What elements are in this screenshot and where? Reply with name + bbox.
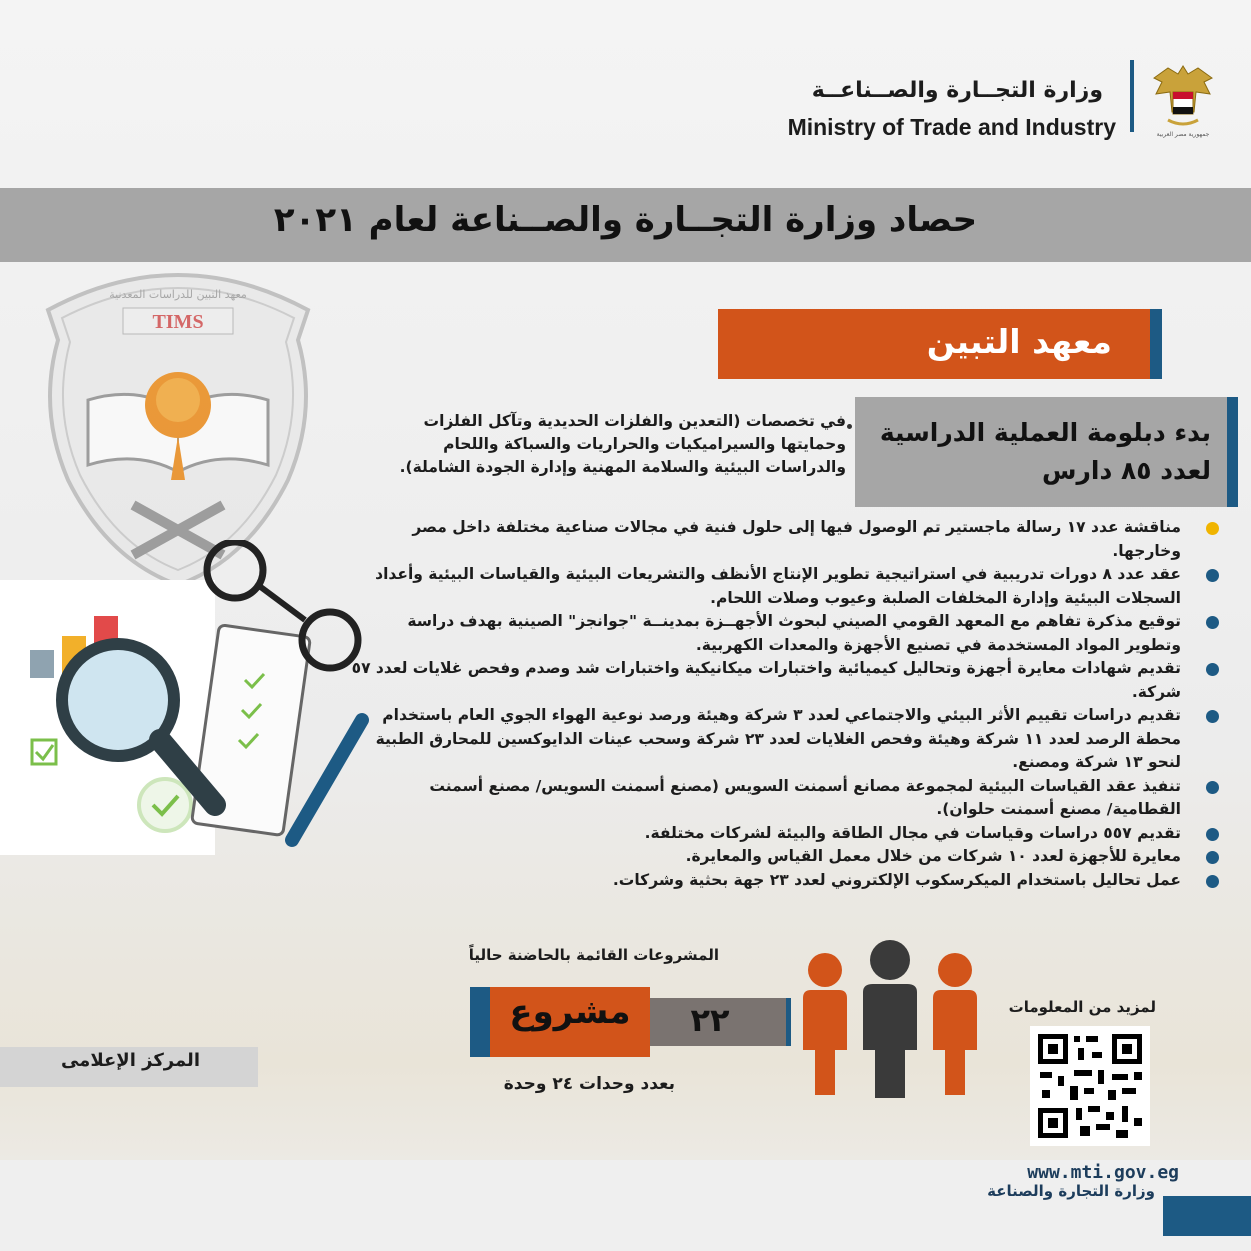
- logo-tims-text: TIMS: [152, 311, 204, 333]
- footer-ministry-name: وزارة التجارة والصناعة: [987, 1182, 1155, 1200]
- more-info-label: لمزيد من المعلومات: [1008, 998, 1156, 1016]
- subtitle-accent: [1227, 397, 1238, 507]
- list-item-text: تقديم دراسات تقييم الأثر البيئي والاجتماعي لعدد ٣ شركة وهيئة ورصد نوعية الهواء الجوي العام باستخدام محطة الرصد لعدد ١١ شركة وهيئة وفحص الغلايات لعدد ٢٣ شركة وسحب عينات الدايوكسين للمحارق الطبية لنحو ١٣ شركة ومصنع.: [375, 706, 1181, 771]
- bullet-icon: [1206, 710, 1219, 723]
- subtitle-line-1: بدء دبلومة العملية الدراسية: [879, 418, 1211, 447]
- bullet-icon: [1206, 875, 1219, 888]
- logo-arabic-text: معهد التبين للدراسات المعدنية: [109, 288, 247, 301]
- list-item: [351, 822, 1181, 846]
- list-item: [351, 563, 1181, 610]
- list-item-text: عمل تحاليل باستخدام الميكرسكوب الإلكتروني لعدد ٢٣ جهة بحثية وشركات.: [612, 870, 1181, 889]
- tims-logo: [28, 250, 328, 590]
- list-item-text: تقديم شهادات معايرة أجهزة وتحاليل كيميائية واختبارات ميكانيكية واختبارات شد وصدم وفحص غلايات لعدد ٥٧ شركة.: [351, 659, 1181, 701]
- achievements-list: [351, 516, 1181, 892]
- bullet-icon: [847, 424, 852, 429]
- qr-code[interactable]: [1030, 1026, 1150, 1146]
- list-item: [351, 704, 1181, 775]
- egypt-eagle-emblem: [1148, 62, 1218, 142]
- list-item: [351, 657, 1181, 704]
- subtitle-box: [855, 397, 1227, 507]
- people-group-icon: [795, 940, 985, 1100]
- ministry-name-arabic: وزارة التجــارة والصــناعــة: [811, 78, 1103, 103]
- section-title: معهد التبين: [926, 322, 1112, 361]
- specializations-text: في تخصصات (التعدين والفلزات الحديدية وتآكل الفلزات وحمايتها والسيراميكيات والحراريات والسباكة واللحام والدراسات البيئية والسلامة المهنية وإدارة الجودة الشاملة).: [399, 412, 846, 476]
- section-title-accent: [1150, 309, 1162, 379]
- list-item-text: مناقشة عدد ١٧ رسالة ماجستير تم الوصول فيها إلى حلول فنية في مجالات صناعية مختلفة داخل مصر وخارجها.: [412, 518, 1181, 560]
- emblem-caption: جمهورية مصر العربية: [1156, 131, 1210, 138]
- bullet-icon: [1206, 616, 1219, 629]
- list-item-text: معايرة للأجهزة لعدد ١٠ شركات من خلال معمل القياس والمعايرة.: [685, 847, 1181, 865]
- list-item-text: تنفيذ عقد القياسات البيئية لمجموعة مصانع أسمنت السويس (مصنع أسمنت السويس/ مصنع أسمنت القطامية/ مصنع أسمنت حلوان).: [429, 776, 1181, 818]
- projects-number: ٢٢: [690, 1001, 730, 1039]
- bullet-icon: [1206, 851, 1219, 864]
- list-item-text: تقديم ٥٥٧ دراسات وقياسات في مجال الطاقة والبيئة لشركات مختلفة.: [644, 823, 1181, 842]
- media-center-label: المركز الإعلامى: [60, 1050, 200, 1071]
- list-item: [351, 775, 1181, 822]
- list-item: [351, 610, 1181, 657]
- projects-unit: مشروع: [509, 992, 631, 1032]
- page-title: حصاد وزارة التجــارة والصــناعة لعام ٢٠٢١: [273, 200, 978, 240]
- projects-label: المشروعات القائمة بالحاضنة حالياً: [468, 946, 719, 964]
- ministry-name-english: Ministry of Trade and Industry: [787, 114, 1116, 140]
- list-item-text: توقيع مذكرة تفاهم مع المعهد القومي الصيني لبحوث الأجهــزة بمدينــة "جوانجز" الصينية بهدف دراسة وتطوير المواد المستخدمة في تصنيع الأجهزة والمعدات الكهربية.: [407, 612, 1181, 654]
- list-item: [351, 869, 1181, 893]
- projects-units-count: بعدد وحدات ٢٤ وحدة: [503, 1074, 675, 1094]
- bullet-icon: [1206, 522, 1219, 535]
- header-divider: [1130, 60, 1134, 132]
- analysis-illustration: [0, 540, 380, 860]
- projects-number-accent: [786, 998, 791, 1046]
- list-item: [351, 516, 1181, 563]
- subtitle-line-2: لعدد ٨٥ دارس: [1041, 456, 1211, 485]
- projects-unit-accent: [470, 987, 490, 1057]
- bullet-icon: [1206, 828, 1219, 841]
- footer-accent-bar: [1163, 1196, 1251, 1236]
- bullet-icon: [1206, 663, 1219, 676]
- bullet-icon: [1206, 569, 1219, 582]
- list-item: [351, 845, 1181, 869]
- list-item-text: عقد عدد ٨ دورات تدريبية في استراتيجية تطوير الإنتاج الأنظف والتشريعات البيئية والقياسات البيئية وأعداد السجلات البيئية وإدارة المخلفات الصلبة وعيوب وصلات اللحام.: [375, 565, 1181, 607]
- bullet-icon: [1206, 781, 1219, 794]
- website-link[interactable]: www.mti.gov.eg: [1027, 1162, 1179, 1183]
